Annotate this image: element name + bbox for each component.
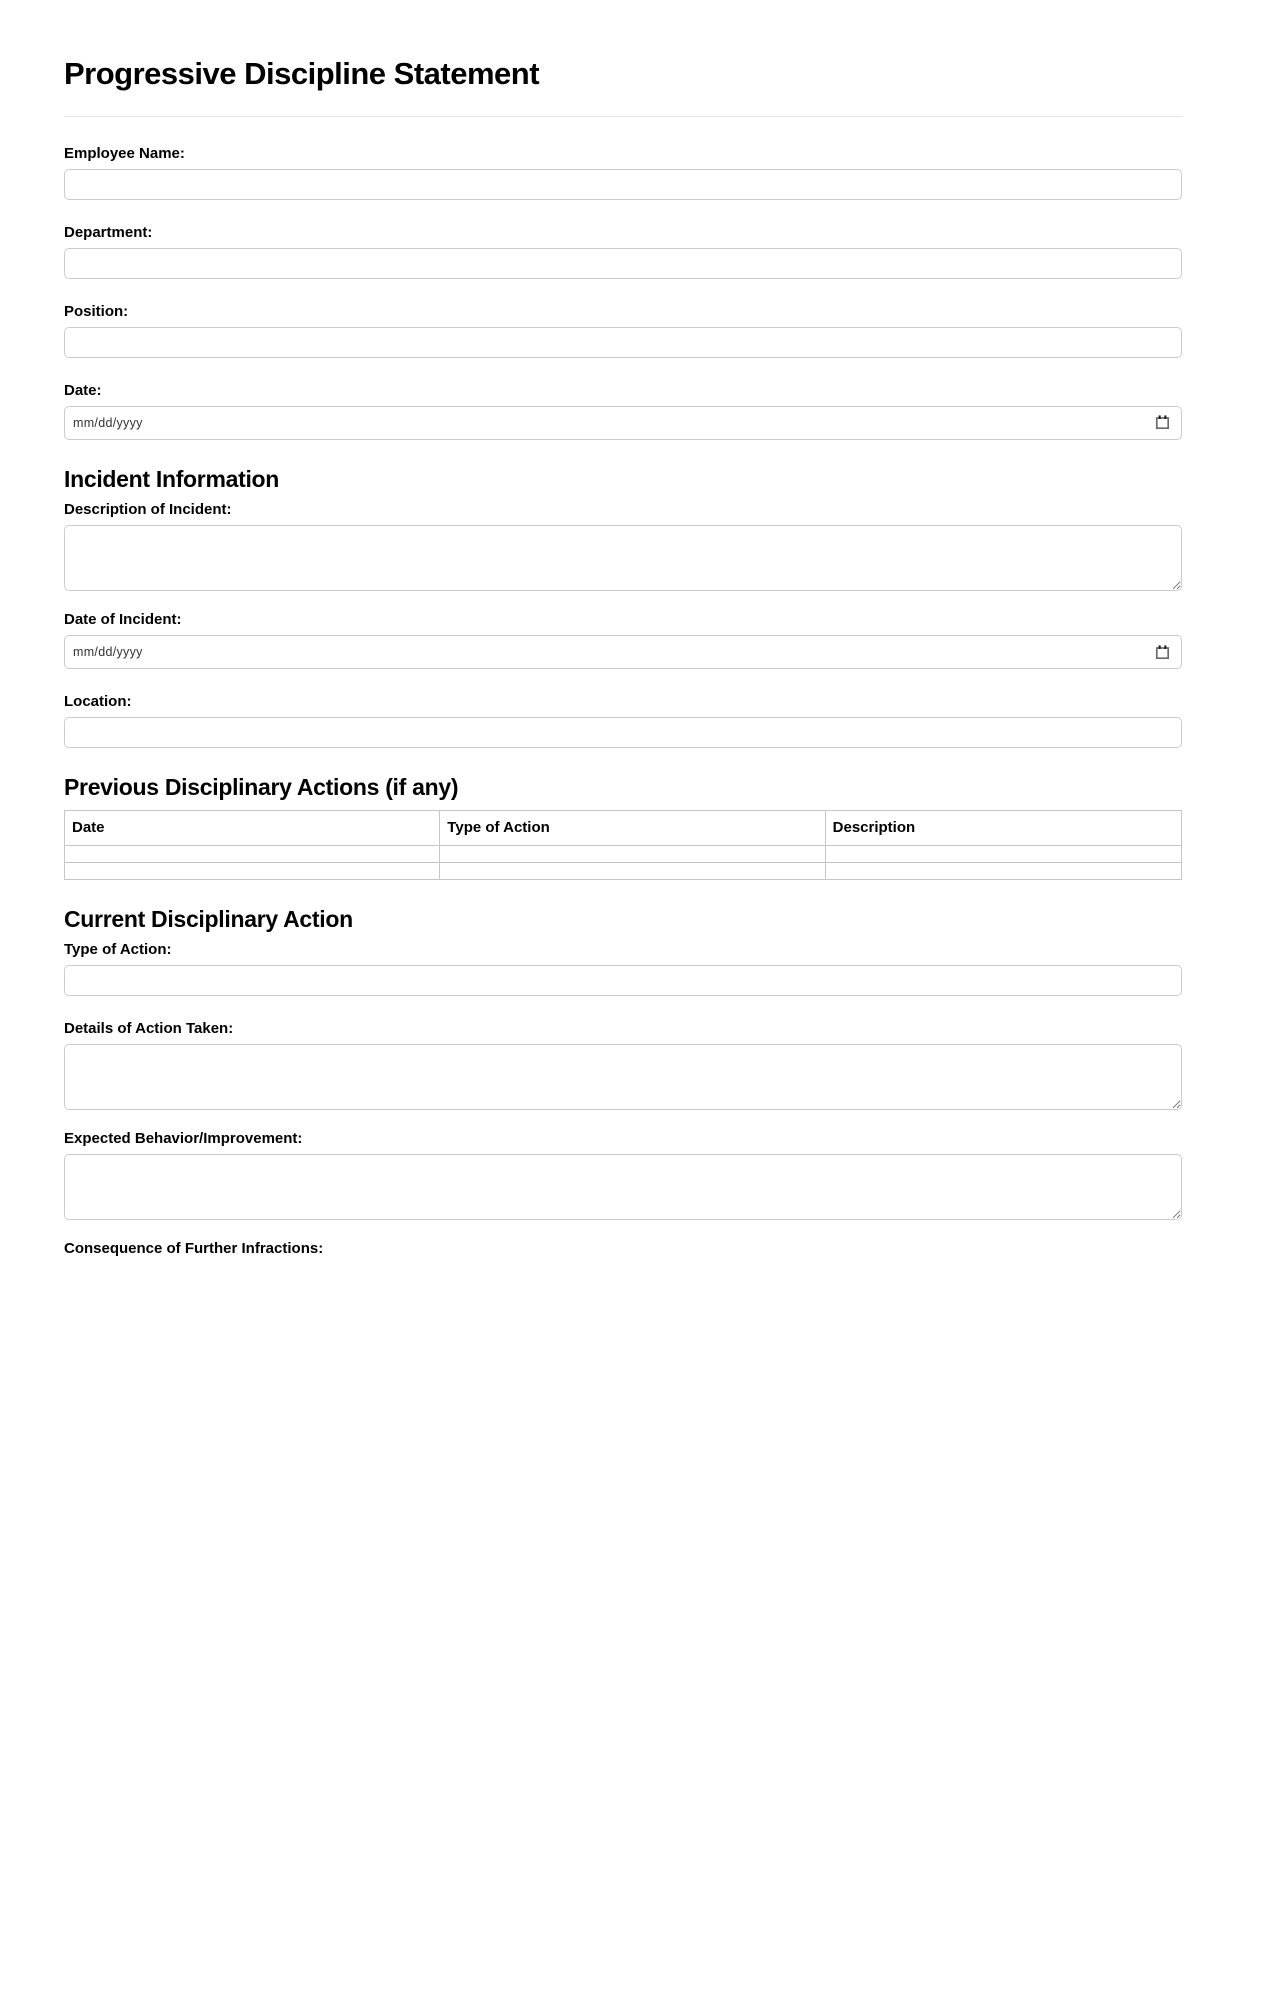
- column-header-type-of-action: Type of Action: [440, 810, 825, 845]
- previous-actions-heading: Previous Disciplinary Actions (if any): [64, 774, 459, 801]
- table-header-row: [65, 810, 1182, 845]
- table-cell-description: [825, 845, 1181, 862]
- date-placeholder: mm/dd/yyyy: [73, 415, 143, 430]
- title-divider: [64, 116, 1182, 117]
- table-cell-description: [825, 862, 1181, 879]
- current-action-heading: Current Disciplinary Action: [64, 905, 353, 932]
- details-of-action-label: Details of Action Taken:: [64, 1020, 234, 1038]
- calendar-icon[interactable]: [1155, 415, 1170, 430]
- table-row: [65, 845, 1182, 862]
- table-row: [65, 862, 1182, 879]
- table-cell-type-of-action: [440, 845, 825, 862]
- table-cell-type-of-action: [440, 862, 825, 879]
- employee-name-input[interactable]: [64, 169, 1182, 200]
- incident-date-input[interactable]: [64, 635, 1182, 669]
- incident-location-label: Location:: [64, 693, 132, 711]
- previous-actions-table: [64, 810, 1182, 880]
- type-of-action-input[interactable]: [64, 965, 1182, 996]
- incident-date-placeholder: mm/dd/yyyy: [73, 645, 143, 660]
- position-input[interactable]: [64, 327, 1182, 358]
- column-header-description: Description: [825, 810, 1181, 845]
- department-input[interactable]: [64, 248, 1182, 279]
- incident-description-label: Description of Incident:: [64, 501, 232, 519]
- date-label: Date:: [64, 381, 102, 399]
- details-of-action-textarea[interactable]: [64, 1044, 1182, 1110]
- table-cell-date: [65, 845, 440, 862]
- expected-behavior-textarea[interactable]: [64, 1154, 1182, 1220]
- table-cell-date: [65, 862, 440, 879]
- incident-date-label: Date of Incident:: [64, 611, 182, 629]
- page-title: Progressive Discipline Statement: [64, 56, 540, 91]
- consequence-label: Consequence of Further Infractions:: [64, 1240, 324, 1258]
- employee-name-label: Employee Name:: [64, 144, 185, 162]
- date-input[interactable]: [64, 406, 1182, 440]
- incident-location-input[interactable]: [64, 717, 1182, 748]
- type-of-action-label: Type of Action:: [64, 941, 172, 959]
- incident-description-textarea[interactable]: [64, 525, 1182, 591]
- position-label: Position:: [64, 302, 129, 320]
- expected-behavior-label: Expected Behavior/Improvement:: [64, 1130, 303, 1148]
- column-header-date: Date: [65, 810, 440, 845]
- incident-section-heading: Incident Information: [64, 465, 280, 492]
- calendar-icon[interactable]: [1155, 645, 1170, 660]
- department-label: Department:: [64, 223, 153, 241]
